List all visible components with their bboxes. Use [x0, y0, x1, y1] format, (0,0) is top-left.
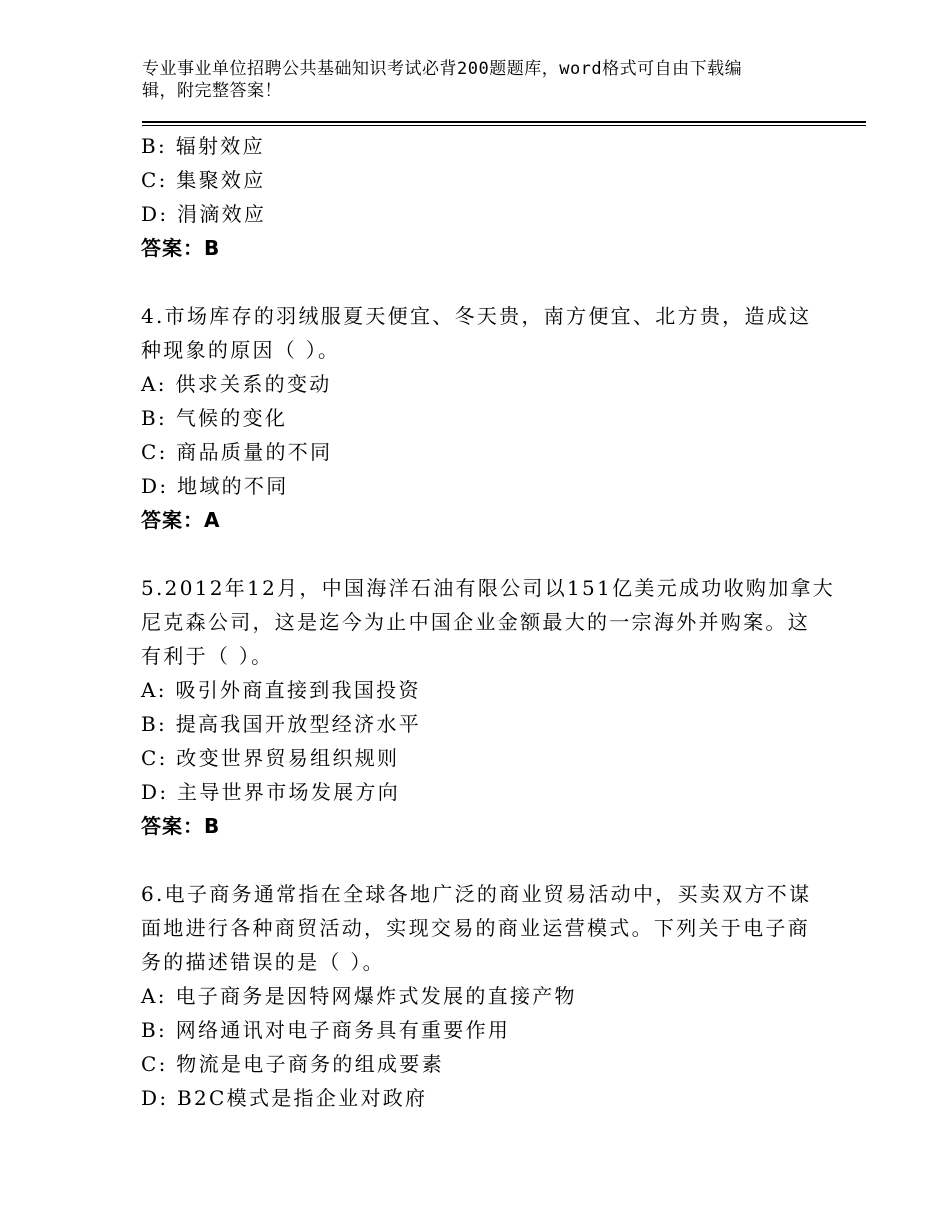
q6-option-a: A: 电子商务是因特网爆炸式发展的直接产物	[141, 984, 577, 1008]
q4-answer: 答案：A	[141, 508, 221, 532]
spacer	[141, 843, 831, 877]
header-line-2: 辑，附完整答案！	[142, 81, 282, 101]
q5-option-c: C: 改变世界贸易组织规则	[141, 746, 400, 770]
q3-option-b: B: 辐射效应	[141, 134, 265, 158]
q4-stem-line-1: 4.市场库存的羽绒服夏天便宜、冬天贵，南方便宜、北方贵，造成这	[141, 304, 812, 328]
q6-stem-line-2: 面地进行各种商贸活动，实现交易的商业运营模式。下列关于电子商	[141, 916, 810, 940]
q4-option-b: B: 气候的变化	[141, 406, 288, 430]
q4-stem-line-2: 种现象的原因（ ）。	[141, 338, 341, 362]
header-line-1: 专业事业单位招聘公共基础知识考试必背200题题库，word格式可自由下载编	[142, 59, 743, 79]
q6-stem-line-1: 6.电子商务通常指在全球各地广泛的商业贸易活动中，买卖双方不谋	[141, 882, 812, 906]
q6-stem-line-3: 务的描述错误的是（ ）。	[141, 950, 385, 974]
document-header	[142, 58, 792, 102]
q5-stem-line-3: 有利于（ ）。	[141, 644, 274, 668]
q4-option-d: D: 地域的不同	[141, 474, 289, 498]
question-3-fragment	[141, 129, 831, 265]
q4-option-a: A: 供求关系的变动	[141, 372, 332, 396]
q6-option-b: B: 网络通讯对电子商务具有重要作用	[141, 1018, 511, 1042]
header-rule-thick	[142, 121, 866, 123]
question-6	[141, 877, 831, 1115]
q4-option-c: C: 商品质量的不同	[141, 440, 333, 464]
spacer	[141, 265, 831, 299]
q5-option-b: B: 提高我国开放型经济水平	[141, 712, 421, 736]
spacer	[141, 537, 831, 571]
header-rule-thin	[142, 125, 866, 126]
q6-option-d: D: B2C模式是指企业对政府	[141, 1086, 428, 1110]
question-4	[141, 299, 831, 537]
question-content	[141, 129, 836, 1115]
q5-stem-line-1: 5.2012年12月，中国海洋石油有限公司以151亿美元成功收购加拿大	[141, 576, 836, 600]
q3-option-d: D: 涓滴效应	[141, 202, 267, 226]
q5-option-a: A: 吸引外商直接到我国投资	[141, 678, 421, 702]
q5-option-d: D: 主导世界市场发展方向	[141, 780, 401, 804]
q3-answer: 答案：B	[141, 236, 221, 260]
question-5	[141, 571, 836, 843]
q5-stem-line-2: 尼克森公司，这是迄今为止中国企业金额最大的一宗海外并购案。这	[141, 610, 810, 634]
q5-answer: 答案：B	[141, 814, 221, 838]
q3-option-c: C: 集聚效应	[141, 168, 266, 192]
q6-option-c: C: 物流是电子商务的组成要素	[141, 1052, 444, 1076]
